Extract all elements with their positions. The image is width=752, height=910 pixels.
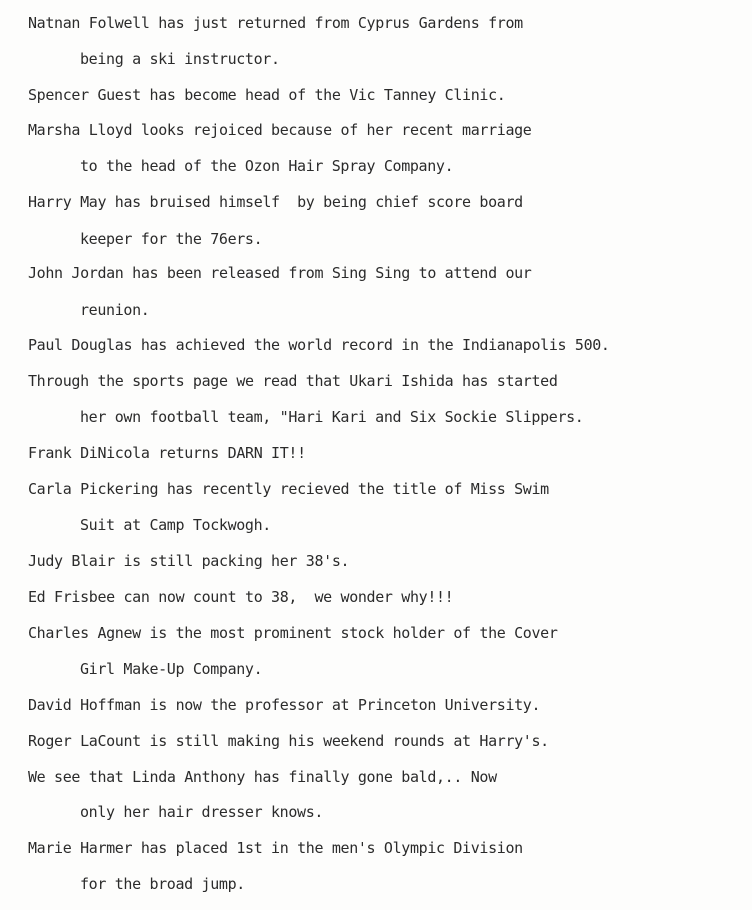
text-line: Carla Pickering has recently recieved the title of Miss Swim — [28, 480, 549, 498]
text-line: Paul Douglas has achieved the world record in the Indianapolis 500. — [28, 336, 610, 354]
text-line: We see that Linda Anthony has finally gone bald,.. Now — [28, 768, 497, 786]
text-line: John Jordan has been released from Sing Sing to attend our — [28, 264, 532, 282]
text-line: Roger LaCount is still making his weekend rounds at Harry's. — [28, 732, 549, 750]
text-line: Suit at Camp Tockwogh. — [80, 516, 271, 534]
text-line: Marsha Lloyd looks rejoiced because of her recent marriage — [28, 121, 532, 139]
text-line: to the head of the Ozon Hair Spray Company. — [80, 157, 454, 175]
text-line: Charles Agnew is the most prominent stock holder of the Cover — [28, 624, 558, 642]
text-line: Natnan Folwell has just returned from Cyprus Gardens from — [28, 14, 523, 32]
text-line: keeper for the 76ers. — [80, 230, 263, 248]
text-line: Spencer Guest has become head of the Vic Tanney Clinic. — [28, 86, 506, 104]
text-line: Frank DiNicola returns DARN IT!! — [28, 444, 306, 462]
text-line: Judy Blair is still packing her 38's. — [28, 552, 350, 570]
text-line: Girl Make-Up Company. — [80, 660, 263, 678]
text-line: reunion. — [80, 301, 150, 319]
text-line: David Hoffman is now the professor at Princeton University. — [28, 696, 541, 714]
text-line: Ed Frisbee can now count to 38, we wonder why!!! — [28, 588, 454, 606]
text-line: her own football team, "Hari Kari and Six Sockie Slippers. — [80, 408, 584, 426]
text-line: only her hair dresser knows. — [80, 803, 324, 821]
text-line: Marie Harmer has placed 1st in the men's Olympic Division — [28, 839, 523, 857]
text-line: being a ski instructor. — [80, 50, 280, 68]
text-line: Through the sports page we read that Ukari Ishida has started — [28, 372, 558, 390]
text-line: for the broad jump. — [80, 875, 245, 893]
text-line: Harry May has bruised himself by being chief score board — [28, 193, 523, 211]
